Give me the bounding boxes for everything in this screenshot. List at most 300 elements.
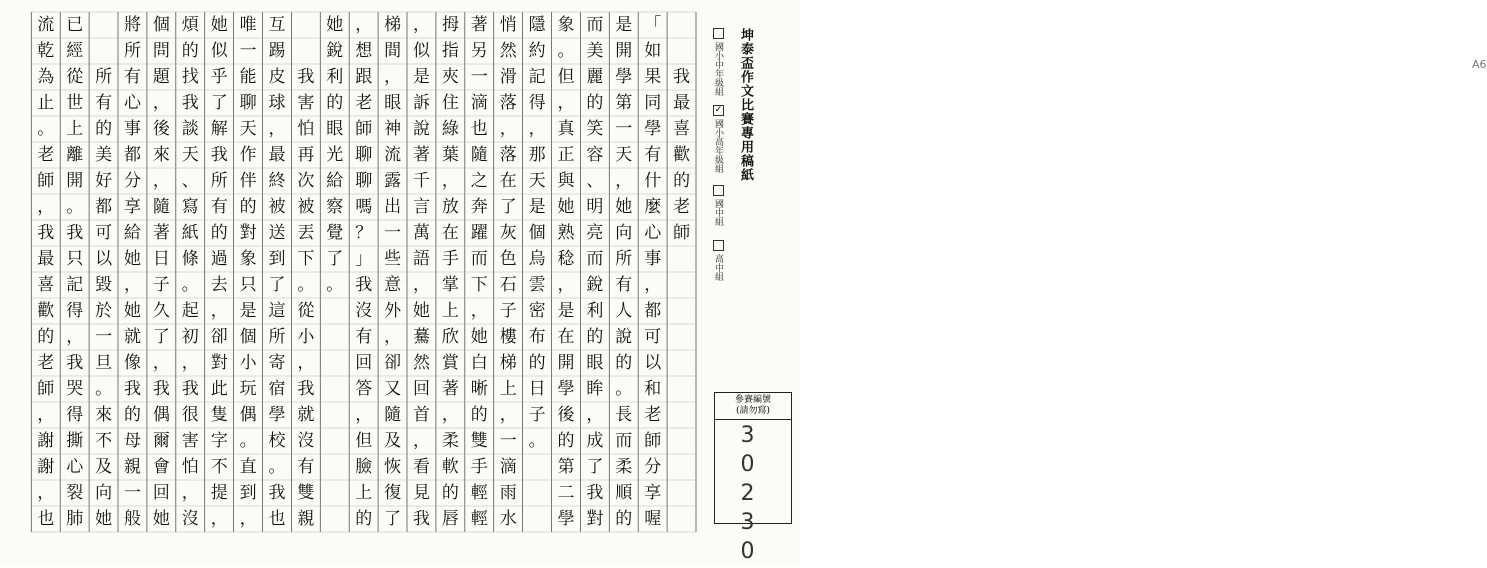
essay-char: 流 (37, 14, 55, 35)
essay-char: 利 (586, 300, 604, 321)
essay-char: 字 (210, 430, 228, 451)
essay-char: ？ (355, 222, 373, 243)
essay-char: 。 (66, 196, 84, 217)
essay-char: 個 (239, 326, 257, 347)
essay-char: 恢 (384, 456, 402, 477)
essay-char: 有 (355, 326, 373, 347)
essay-char: 學 (268, 404, 286, 425)
category-label: 國小中年級組 (713, 42, 723, 96)
essay-char: 夾 (441, 66, 459, 87)
essay-char: 。 (557, 40, 575, 61)
essay-char: 晰 (470, 378, 488, 399)
essay-char: 聊 (239, 92, 257, 113)
essay-char: 我 (124, 378, 141, 399)
essay-char: 的 (615, 508, 633, 529)
category-option[interactable] (712, 240, 725, 281)
essay-char: 而 (615, 430, 633, 451)
essay-char: 天 (239, 118, 257, 139)
essay-char (670, 38, 694, 64)
essay-char: 水 (499, 508, 517, 529)
essay-char: 最 (37, 248, 55, 269)
essay-char: 同 (644, 92, 662, 113)
essay-char: 唯 (239, 14, 257, 35)
essay-char: 間 (384, 40, 402, 61)
essay-char: 的 (673, 170, 691, 191)
essay-char: 都 (95, 196, 113, 217)
category-checkbox[interactable] (713, 240, 724, 251)
essay-char: 也 (470, 118, 488, 139)
essay-char: 提 (210, 482, 228, 503)
essay-char: 我 (181, 92, 199, 113)
essay-char: ， (124, 274, 141, 295)
essay-char: 離 (66, 144, 84, 165)
essay-char: 語 (413, 248, 430, 269)
essay-char: 了 (268, 274, 286, 295)
essay-char: 我 (37, 222, 55, 243)
essay-char: 的 (326, 92, 344, 113)
essay-char: 樓 (499, 326, 517, 347)
essay-char: 都 (124, 144, 141, 165)
essay-char: 問 (152, 40, 170, 61)
essay-char: 麼 (644, 196, 662, 217)
reference-box (714, 392, 792, 568)
category-checkbox[interactable] (713, 28, 724, 39)
essay-char: 心 (124, 92, 141, 113)
essay-char: 隨 (470, 144, 488, 165)
essay-char: 老 (673, 196, 691, 217)
essay-char: 言 (413, 196, 430, 217)
essay-char: 密 (528, 300, 546, 321)
essay-char: 的 (124, 404, 141, 425)
essay-char: 初 (181, 326, 199, 347)
essay-char: 象 (557, 14, 575, 35)
essay-char: 好 (95, 170, 113, 191)
essay-char: ， (355, 404, 373, 425)
essay-char: 久 (152, 300, 170, 321)
essay-char: 對 (586, 508, 604, 529)
essay-char: 、 (181, 170, 199, 191)
essay-char: 玩 (239, 378, 257, 399)
essay-char: ， (499, 118, 517, 139)
essay-char: 哭 (66, 378, 84, 399)
essay-char: 不 (210, 456, 228, 477)
essay-char: 雙 (297, 482, 315, 503)
essay-char: 子 (152, 274, 170, 295)
essay-char: 師 (37, 170, 55, 191)
essay-char: 有 (124, 66, 141, 87)
essay-char: 手 (441, 248, 459, 269)
essay-char: 事 (644, 248, 662, 269)
essay-char: 但 (355, 430, 373, 451)
essay-char: 。 (95, 378, 113, 399)
essay-char: 怕 (181, 456, 199, 477)
essay-char: 石 (499, 274, 517, 295)
essay-char: 校 (268, 430, 286, 451)
essay-char: 親 (124, 456, 141, 477)
essay-char: 落 (499, 144, 517, 165)
essay-char: 上 (441, 300, 459, 321)
category-option[interactable] (712, 28, 725, 96)
essay-char: 而 (586, 248, 604, 269)
essay-char: 有 (95, 92, 113, 113)
essay-char: 師 (355, 118, 373, 139)
essay-char: ， (355, 14, 373, 35)
essay-char: 分 (644, 456, 662, 477)
essay-char: 作 (239, 144, 257, 165)
essay-char: 一 (95, 326, 113, 347)
essay-char: 老 (37, 352, 55, 373)
essay-char: 日 (152, 248, 170, 269)
essay-char: 美 (95, 144, 113, 165)
essay-char: ， (37, 482, 55, 503)
essay-char: 但 (557, 66, 575, 87)
essay-char: 賞 (441, 352, 459, 373)
essay-char: 訴 (413, 92, 430, 113)
essay-char: 輕 (470, 508, 488, 529)
essay-char: 灰 (499, 222, 517, 243)
essay-char: ， (441, 404, 459, 425)
essay-char: 去 (210, 274, 228, 295)
essay-char: 開 (615, 40, 633, 61)
essay-char: 一 (615, 118, 633, 139)
essay-char: 千 (413, 170, 430, 191)
essay-char: 裂 (66, 482, 84, 503)
essay-char: 有 (615, 274, 633, 295)
essay-char: 也 (268, 508, 286, 529)
essay-char: ， (268, 118, 286, 139)
essay-char: 撕 (66, 430, 84, 451)
essay-char: 解 (210, 118, 228, 139)
essay-char: 卻 (384, 352, 402, 373)
essay-char: 的 (557, 430, 575, 451)
essay-char: 。 (615, 378, 633, 399)
essay-char: 眼 (384, 92, 402, 113)
essay-char: 得 (528, 92, 546, 113)
essay-char: 母 (124, 430, 141, 451)
essay-char: 臉 (355, 456, 373, 477)
essay-char: 條 (181, 248, 199, 269)
essay-char: 是 (557, 300, 575, 321)
essay-char: 亮 (586, 222, 604, 243)
reference-number: 30230 (735, 423, 760, 568)
essay-char: 球 (268, 92, 286, 113)
essay-char: 的 (586, 326, 604, 347)
sheet-title: 坤泰盃作文比賽專用稿紙 (738, 28, 753, 182)
essay-char: 我 (66, 352, 84, 373)
essay-char: 踢 (268, 40, 286, 61)
essay-char: 。 (181, 274, 199, 295)
essay-char: 得 (66, 404, 84, 425)
essay-char: 些 (384, 248, 402, 269)
essay-char: 最 (268, 144, 286, 165)
essay-char: 指 (441, 40, 459, 61)
essay-char: 雨 (499, 482, 517, 503)
essay-char: 在 (499, 170, 517, 191)
essay-char: 隻 (210, 404, 228, 425)
essay-char: 那 (528, 144, 546, 165)
essay-char: 師 (673, 222, 691, 243)
essay-char: 。 (326, 274, 344, 295)
essay-char: 容 (586, 144, 604, 165)
essay-char: 給 (326, 170, 344, 191)
essay-char: 只 (239, 274, 257, 295)
sheet-sidebar (706, 10, 1487, 568)
essay-char: 所 (95, 66, 113, 87)
essay-char: 說 (615, 326, 633, 347)
essay-char: 下 (297, 248, 315, 269)
essay-char: 的 (181, 40, 199, 61)
essay-char: 有 (210, 196, 228, 217)
essay-char: 聊 (355, 170, 373, 191)
essay-char: 又 (384, 378, 402, 399)
essay-char: 所 (210, 170, 228, 191)
essay-char: 答 (355, 378, 373, 399)
essay-char: 天 (181, 144, 199, 165)
essay-char: 她 (615, 196, 633, 217)
essay-char: 得 (66, 300, 84, 321)
essay-char: 如 (644, 40, 662, 61)
essay-char: 真 (557, 118, 575, 139)
essay-char: 意 (384, 274, 402, 295)
essay-char: 人 (615, 300, 633, 321)
essay-char: 落 (499, 92, 517, 113)
essay-char: ， (413, 430, 430, 451)
essay-char: 學 (615, 66, 633, 87)
essay-grid (30, 12, 696, 532)
essay-char: 柔 (441, 430, 459, 451)
essay-char: 從 (297, 300, 315, 321)
essay-char: 對 (210, 352, 228, 373)
essay-char: 寫 (181, 196, 199, 217)
essay-char: 第 (615, 92, 633, 113)
essay-char: 是 (615, 14, 633, 35)
essay-char: 而 (470, 248, 488, 269)
essay-char (294, 38, 318, 64)
essay-char: 卻 (210, 326, 228, 347)
essay-char: ， (615, 170, 633, 191)
essay-char: 住 (441, 92, 459, 113)
essay-char: 色 (499, 248, 517, 269)
essay-char: 爾 (152, 430, 170, 451)
essay-char: 親 (297, 508, 315, 529)
essay-char: ， (297, 352, 315, 373)
essay-char: 會 (152, 456, 170, 477)
essay-char: 偶 (152, 404, 170, 425)
essay-char (670, 12, 694, 38)
essay-char: 她 (95, 508, 113, 529)
essay-char: 看 (413, 456, 430, 477)
essay-char: ， (37, 404, 55, 425)
essay-char: 她 (557, 196, 575, 217)
essay-char: 似 (210, 40, 228, 61)
essay-char: 的 (239, 196, 257, 217)
category-label: 國小高年級組 (713, 119, 723, 173)
category-option[interactable] (712, 185, 725, 226)
essay-char: 談 (181, 118, 199, 139)
essay-char: 謝 (37, 456, 55, 477)
essay-char: 一 (384, 222, 402, 243)
essay-char: 一 (239, 40, 257, 61)
essay-char: 肺 (66, 508, 84, 529)
essay-char: 和 (644, 378, 662, 399)
essay-char: 欣 (441, 326, 459, 347)
essay-char: 日 (528, 378, 546, 399)
essay-char: 心 (644, 222, 662, 243)
essay-char: 後 (152, 118, 170, 139)
essay-char: 眼 (586, 352, 604, 373)
essay-char: 也 (37, 508, 55, 529)
essay-char: 果 (644, 66, 662, 87)
category-checkbox[interactable] (713, 185, 724, 196)
essay-char: 毀 (95, 274, 113, 295)
essay-char: 她 (124, 300, 141, 321)
essay-char: 。 (528, 430, 546, 451)
essay-char: ， (528, 118, 546, 139)
essay-char: 首 (413, 404, 430, 425)
essay-char: 直 (239, 456, 257, 477)
essay-char: 滴 (470, 92, 488, 113)
essay-char: 老 (644, 404, 662, 425)
essay-char: 有 (297, 456, 315, 477)
essay-char: 梯 (384, 14, 402, 35)
essay-char: 來 (95, 404, 113, 425)
essay-char: 偶 (239, 404, 257, 425)
essay-char: 出 (384, 196, 402, 217)
essay-char: 向 (615, 222, 633, 243)
essay-char: 光 (326, 144, 344, 165)
essay-char: 分 (124, 170, 141, 191)
essay-char: 約 (528, 40, 546, 61)
essay-char: 此 (210, 378, 228, 399)
essay-char (294, 12, 318, 38)
essay-char: 學 (644, 118, 662, 139)
essay-char: 」 (355, 248, 373, 269)
reference-label (715, 393, 791, 420)
essay-char: 記 (66, 274, 84, 295)
essay-char: 銳 (326, 40, 344, 61)
essay-char: 似 (413, 40, 430, 61)
essay-char: 我 (355, 274, 373, 295)
essay-char: 了 (499, 196, 517, 217)
essay-char: 、 (586, 170, 604, 191)
essay-char: 送 (268, 222, 286, 243)
essay-char: 與 (557, 170, 575, 191)
essay-char: 有 (644, 144, 662, 165)
essay-char: 互 (268, 14, 286, 35)
essay-char: 著 (413, 144, 430, 165)
essay-char: 著 (441, 378, 459, 399)
essay-char: 的 (441, 482, 459, 503)
category-checkbox[interactable]: ✓ (714, 105, 723, 115)
essay-char: 於 (95, 300, 113, 321)
essay-char: ， (152, 352, 170, 373)
essay-char: 了 (210, 92, 228, 113)
essay-char: 謝 (37, 430, 55, 451)
essay-char: 放 (441, 196, 459, 217)
category-option[interactable] (712, 105, 725, 173)
essay-char: 見 (413, 482, 430, 503)
essay-char: 及 (95, 456, 113, 477)
essay-char: 麗 (586, 66, 604, 87)
essay-char: 她 (152, 508, 170, 529)
essay-char: 掌 (441, 274, 459, 295)
essay-char: 般 (124, 508, 141, 529)
essay-char: 以 (644, 352, 662, 373)
essay-char: 個 (528, 222, 546, 243)
essay-char: 雙 (470, 430, 488, 451)
essay-char: 個 (152, 14, 170, 35)
essay-char: 最 (673, 92, 691, 113)
essay-char: 然 (499, 40, 517, 61)
essay-char: 以 (95, 248, 113, 269)
essay-char: 之 (470, 170, 488, 191)
essay-char: 所 (124, 40, 141, 61)
essay-char: 找 (181, 66, 199, 87)
essay-char: 白 (470, 352, 488, 373)
essay-char: 驀 (413, 326, 430, 347)
essay-char: 為 (37, 66, 55, 87)
essay-char: 明 (586, 196, 604, 217)
corner-note: A6 (1472, 58, 1487, 71)
essay-char (92, 12, 116, 38)
essay-char: 悄 (499, 14, 517, 35)
essay-char: ， (210, 508, 228, 529)
essay-char: 享 (644, 482, 662, 503)
essay-char: ， (644, 274, 662, 295)
essay-char: 的 (586, 92, 604, 113)
essay-char: 綠 (441, 118, 459, 139)
essay-char: 來 (152, 144, 170, 165)
essay-char: 露 (384, 170, 402, 191)
essay-char: ， (239, 508, 257, 529)
essay-char: 老 (355, 92, 373, 113)
essay-char: 著 (470, 14, 488, 35)
essay-char: 像 (124, 352, 141, 373)
essay-char: 可 (95, 222, 113, 243)
essay-char: 再 (297, 144, 315, 165)
essay-char: 雲 (528, 274, 546, 295)
essay-char: 害 (297, 92, 315, 113)
essay-char: ， (586, 404, 604, 425)
essay-char: ， (470, 300, 488, 321)
essay-char: 老 (37, 144, 55, 165)
essay-char: 回 (413, 378, 430, 399)
essay-char: ， (557, 92, 575, 113)
reference-label-line1: 參賽編號 (734, 395, 771, 406)
essay-char: 就 (297, 404, 315, 425)
essay-char: 長 (615, 404, 633, 425)
essay-char: 事 (124, 118, 141, 139)
essay-char: 烏 (528, 248, 546, 269)
essay-char: 聊 (355, 144, 373, 165)
essay-char: 的 (528, 352, 546, 373)
essay-char: 題 (152, 66, 170, 87)
essay-char: 向 (95, 482, 113, 503)
essay-char: 世 (66, 92, 84, 113)
essay-char: 我 (268, 482, 286, 503)
essay-char: 紙 (181, 222, 199, 243)
essay-char: 沒 (355, 300, 373, 321)
essay-char: 開 (66, 170, 84, 191)
essay-char: 軟 (441, 456, 459, 477)
essay-char: 的 (470, 404, 488, 425)
essay-char: 流 (384, 144, 402, 165)
essay-char: ， (210, 300, 228, 321)
essay-char: 沒 (181, 508, 199, 529)
essay-char: 手 (470, 456, 488, 477)
essay-char: 她 (210, 14, 228, 35)
essay-char: ， (413, 14, 430, 35)
